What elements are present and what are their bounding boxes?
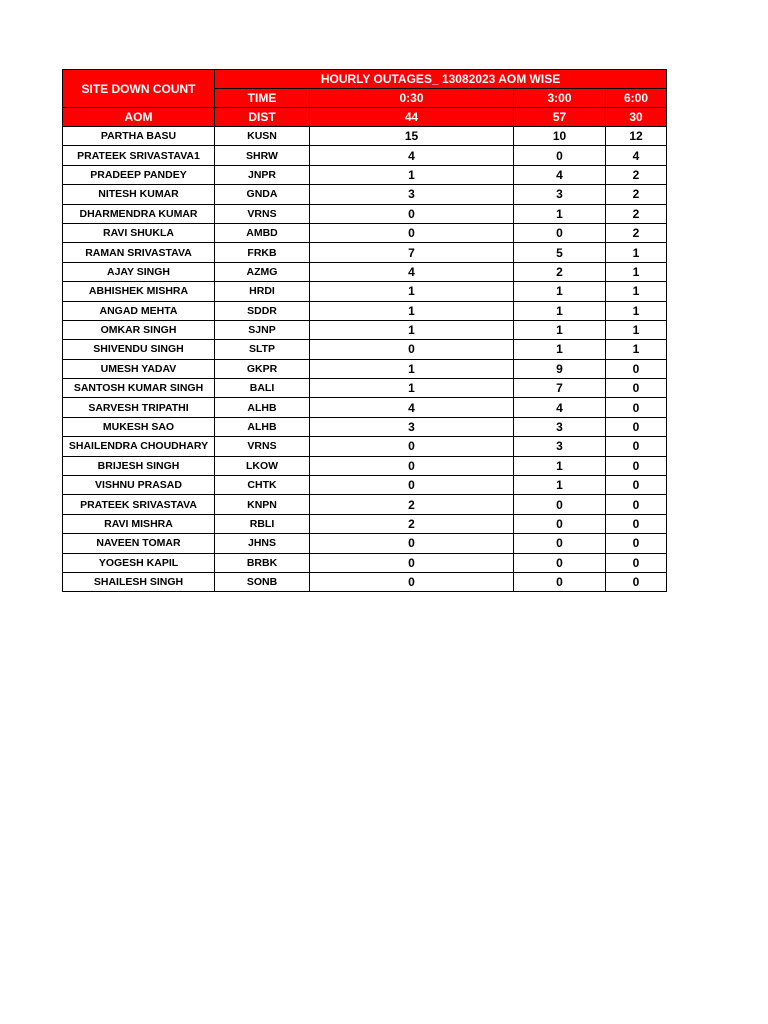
time-label: TIME [215, 89, 310, 108]
table-row [63, 553, 667, 572]
count-cell-0300: 7 [514, 379, 606, 398]
aom-name-cell: RAVI MISHRA [63, 514, 215, 533]
aom-name-cell: PARTHA BASU [63, 127, 215, 146]
dist-code-cell: SLTP [215, 340, 310, 359]
aom-name-cell: SHIVENDU SINGH [63, 340, 215, 359]
table-row [63, 417, 667, 436]
dist-code-cell: RBLI [215, 514, 310, 533]
count-cell-0030: 3 [310, 417, 514, 436]
dist-label: DIST [215, 108, 310, 127]
count-cell-0030: 1 [310, 165, 514, 184]
count-cell-0600: 0 [606, 495, 667, 514]
hourly-outages-table [62, 69, 667, 592]
dist-code-cell: AMBD [215, 223, 310, 242]
count-cell-0300: 0 [514, 572, 606, 591]
dist-code-cell: JNPR [215, 165, 310, 184]
count-cell-0300: 1 [514, 456, 606, 475]
aom-name-cell: MUKESH SAO [63, 417, 215, 436]
count-cell-0300: 3 [514, 417, 606, 436]
count-cell-0030: 0 [310, 476, 514, 495]
count-cell-0030: 1 [310, 379, 514, 398]
table-row [63, 127, 667, 146]
count-cell-0030: 0 [310, 534, 514, 553]
count-cell-0030: 0 [310, 340, 514, 359]
aom-name-cell: NITESH KUMAR [63, 185, 215, 204]
dist-code-cell: JHNS [215, 534, 310, 553]
count-cell-0300: 10 [514, 127, 606, 146]
count-cell-0030: 0 [310, 437, 514, 456]
aom-name-cell: PRATEEK SRIVASTAVA [63, 495, 215, 514]
table-row [63, 301, 667, 320]
table-row [63, 437, 667, 456]
count-cell-0300: 1 [514, 340, 606, 359]
count-cell-0300: 0 [514, 146, 606, 165]
count-cell-0300: 9 [514, 359, 606, 378]
table-row [63, 379, 667, 398]
count-cell-0300: 1 [514, 282, 606, 301]
table-row [63, 476, 667, 495]
aom-name-cell: PRATEEK SRIVASTAVA1 [63, 146, 215, 165]
aom-name-cell: YOGESH KAPIL [63, 553, 215, 572]
total-col-3: 30 [606, 108, 667, 127]
count-cell-0030: 0 [310, 223, 514, 242]
count-cell-0300: 5 [514, 243, 606, 262]
site-down-count-label: SITE DOWN COUNT [63, 70, 215, 108]
count-cell-0600: 2 [606, 185, 667, 204]
aom-name-cell: NAVEEN TOMAR [63, 534, 215, 553]
table-title: HOURLY OUTAGES_ 13082023 AOM WISE [215, 70, 667, 89]
dist-code-cell: KNPN [215, 495, 310, 514]
count-cell-0600: 1 [606, 262, 667, 281]
count-cell-0600: 12 [606, 127, 667, 146]
table-row [63, 282, 667, 301]
count-cell-0030: 2 [310, 495, 514, 514]
count-cell-0300: 1 [514, 204, 606, 223]
table-row [63, 572, 667, 591]
table-row [63, 456, 667, 475]
count-cell-0600: 0 [606, 437, 667, 456]
table-row [63, 165, 667, 184]
dist-code-cell: GNDA [215, 185, 310, 204]
table-row [63, 320, 667, 339]
count-cell-0600: 2 [606, 165, 667, 184]
count-cell-0600: 1 [606, 340, 667, 359]
aom-name-cell: RAVI SHUKLA [63, 223, 215, 242]
count-cell-0300: 2 [514, 262, 606, 281]
count-cell-0300: 1 [514, 320, 606, 339]
count-cell-0300: 4 [514, 398, 606, 417]
count-cell-0600: 1 [606, 320, 667, 339]
count-cell-0600: 0 [606, 398, 667, 417]
count-cell-0300: 0 [514, 553, 606, 572]
dist-code-cell: AZMG [215, 262, 310, 281]
table-row [63, 204, 667, 223]
count-cell-0600: 0 [606, 553, 667, 572]
dist-code-cell: LKOW [215, 456, 310, 475]
count-cell-0030: 2 [310, 514, 514, 533]
count-cell-0600: 0 [606, 534, 667, 553]
count-cell-0600: 1 [606, 243, 667, 262]
table-row [63, 359, 667, 378]
count-cell-0030: 1 [310, 301, 514, 320]
count-cell-0600: 4 [606, 146, 667, 165]
table-row [63, 495, 667, 514]
count-cell-0300: 4 [514, 165, 606, 184]
count-cell-0030: 1 [310, 359, 514, 378]
count-cell-0030: 3 [310, 185, 514, 204]
count-cell-0300: 3 [514, 437, 606, 456]
count-cell-0300: 3 [514, 185, 606, 204]
aom-name-cell: BRIJESH SINGH [63, 456, 215, 475]
count-cell-0300: 0 [514, 534, 606, 553]
dist-code-cell: ALHB [215, 417, 310, 436]
time-col-2: 3:00 [514, 89, 606, 108]
time-col-3: 6:00 [606, 89, 667, 108]
count-cell-0030: 0 [310, 572, 514, 591]
aom-name-cell: SHAILESH SINGH [63, 572, 215, 591]
dist-code-cell: KUSN [215, 127, 310, 146]
table-row [63, 340, 667, 359]
count-cell-0600: 0 [606, 476, 667, 495]
header-row-totals [63, 108, 667, 127]
count-cell-0030: 4 [310, 146, 514, 165]
aom-name-cell: SHAILENDRA CHOUDHARY [63, 437, 215, 456]
aom-name-cell: SANTOSH KUMAR SINGH [63, 379, 215, 398]
count-cell-0300: 0 [514, 495, 606, 514]
total-col-2: 57 [514, 108, 606, 127]
count-cell-0600: 1 [606, 282, 667, 301]
dist-code-cell: HRDI [215, 282, 310, 301]
count-cell-0600: 0 [606, 514, 667, 533]
header-row-title [63, 70, 667, 89]
count-cell-0600: 2 [606, 223, 667, 242]
aom-name-cell: PRADEEP PANDEY [63, 165, 215, 184]
count-cell-0600: 0 [606, 456, 667, 475]
dist-code-cell: SDDR [215, 301, 310, 320]
count-cell-0600: 0 [606, 359, 667, 378]
table-row [63, 243, 667, 262]
aom-name-cell: SARVESH TRIPATHI [63, 398, 215, 417]
count-cell-0030: 1 [310, 320, 514, 339]
aom-name-cell: ANGAD MEHTA [63, 301, 215, 320]
count-cell-0600: 0 [606, 417, 667, 436]
dist-code-cell: CHTK [215, 476, 310, 495]
aom-name-cell: AJAY SINGH [63, 262, 215, 281]
count-cell-0030: 0 [310, 456, 514, 475]
count-cell-0030: 15 [310, 127, 514, 146]
dist-code-cell: GKPR [215, 359, 310, 378]
dist-code-cell: ALHB [215, 398, 310, 417]
dist-code-cell: BRBK [215, 553, 310, 572]
dist-code-cell: FRKB [215, 243, 310, 262]
table-row [63, 223, 667, 242]
count-cell-0300: 0 [514, 223, 606, 242]
aom-name-cell: OMKAR SINGH [63, 320, 215, 339]
aom-name-cell: VISHNU PRASAD [63, 476, 215, 495]
count-cell-0030: 7 [310, 243, 514, 262]
dist-code-cell: SHRW [215, 146, 310, 165]
table-row [63, 534, 667, 553]
count-cell-0030: 0 [310, 553, 514, 572]
aom-name-cell: ABHISHEK MISHRA [63, 282, 215, 301]
table-row [63, 185, 667, 204]
count-cell-0600: 0 [606, 379, 667, 398]
table-row [63, 262, 667, 281]
table-row [63, 398, 667, 417]
total-col-1: 44 [310, 108, 514, 127]
aom-name-cell: UMESH YADAV [63, 359, 215, 378]
table-row [63, 146, 667, 165]
count-cell-0030: 1 [310, 282, 514, 301]
dist-code-cell: VRNS [215, 204, 310, 223]
count-cell-0600: 0 [606, 572, 667, 591]
count-cell-0300: 1 [514, 476, 606, 495]
count-cell-0300: 0 [514, 514, 606, 533]
table-row [63, 514, 667, 533]
aom-name-cell: DHARMENDRA KUMAR [63, 204, 215, 223]
count-cell-0300: 1 [514, 301, 606, 320]
count-cell-0600: 2 [606, 204, 667, 223]
dist-code-cell: SJNP [215, 320, 310, 339]
count-cell-0030: 4 [310, 262, 514, 281]
count-cell-0030: 4 [310, 398, 514, 417]
aom-label: AOM [63, 108, 215, 127]
count-cell-0600: 1 [606, 301, 667, 320]
count-cell-0030: 0 [310, 204, 514, 223]
dist-code-cell: SONB [215, 572, 310, 591]
dist-code-cell: BALI [215, 379, 310, 398]
time-col-1: 0:30 [310, 89, 514, 108]
dist-code-cell: VRNS [215, 437, 310, 456]
aom-name-cell: RAMAN SRIVASTAVA [63, 243, 215, 262]
